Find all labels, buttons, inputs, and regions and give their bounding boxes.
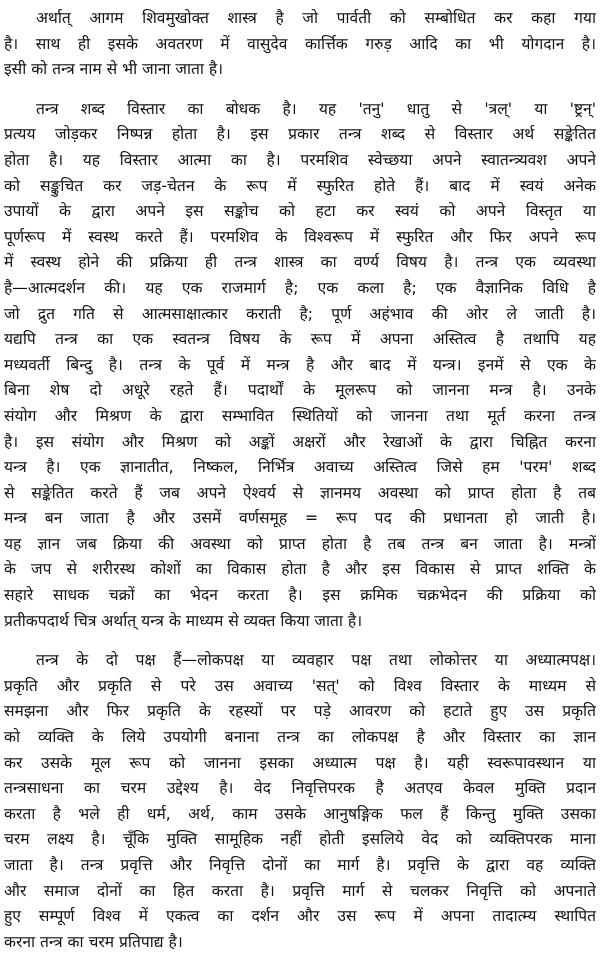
text-line: प्रत्यय जोड़कर निष्पन्न होता है। इस प्रकार तन्त्र शब्द से विस्तार अर्थ सङ्केतित: [4, 125, 596, 144]
text-line: यद्यपि तन्त्र का एक स्वतन्त्र विषय के रूप में अपना अस्तित्व है तथापि यह: [4, 330, 596, 349]
text-line: जाता है। तन्त्र प्रवृत्ति और निवृत्ति दोनों का मार्ग है। प्रवृत्ति के द्वारा वह व्यक्ति: [4, 856, 596, 874]
text-line: प्रतीकपदार्थ चित्र अर्थात् यन्त्र के माध्यम से व्यक्त किया जाता है।: [4, 611, 363, 630]
text-line: होता है। यह विस्तार आत्मा का है। परमशिव स्वेच्छया अपने स्वातन्त्र्यवश अपने: [4, 150, 596, 169]
text-line: को सङ्कुचित कर जड़-चेतन के रूप में स्फुरित होते हैं। बाद में स्वयं अनेक: [4, 176, 596, 195]
text-line: और समाज दोनों का हित करता है। प्रवृत्ति मार्ग से चलकर निवृत्ति को अपनाते: [4, 881, 596, 900]
text-line: सहारे साधक चक्रों का भेदन करता है। इस क्रमिक चक्रभेदन की प्रक्रिया को: [4, 586, 596, 605]
text-line: तन्त्र शब्द विस्तार का बोधक है। यह 'तनु' धातु से 'त्रल्' या 'ष्ट्रन्': [36, 99, 596, 118]
text-line: करना तन्त्र का चरम प्रतिपाद्य है।: [4, 932, 183, 951]
text-line: उपायों के द्वारा अपने इस सङ्कोच को हटा कर स्वयं को अपने विस्तृत या: [4, 202, 596, 221]
text-line: पूर्णरूप में स्वस्थ करते हैं। परमशिव के विश्वरूप में स्फुरित और फिर अपने रूप: [4, 227, 596, 246]
paragraph-1: [4, 6, 596, 83]
text-line: को व्यक्ति के लिये उपयोगी बनाना तन्त्र का लोकपक्ष है और विस्तार का ज्ञान: [4, 728, 596, 747]
paragraph-2: [4, 97, 596, 634]
text-line: के जप से शरीरस्थ कोशों का विकास होता है और इस विकास से प्राप्त शक्ति के: [4, 560, 596, 579]
text-line: है। साथ ही इसके अवतरण में वासुदेव कार्त्तिक गरुड़ आदि का भी योगदान है।: [4, 34, 596, 53]
text-line: बिना शेष दो अधूरे रहते हैं। पदार्थों के मूलरूप को जानना मन्त्र है। उनके: [4, 381, 596, 400]
text-line: संयोग और मिश्रण के द्वारा सम्भावित स्थितियों को जानना तथा मूर्त करना तन्त्र: [4, 406, 596, 425]
text-line: चरम लक्ष्य है। चूँकि मुक्ति सामूहिक नहीं होती इसलिये वेद को व्यक्तिपरक माना: [4, 830, 596, 849]
text-line: इसी को तन्त्र नाम से भी जाना जाता है।: [4, 60, 224, 79]
text-line: यन्त्र है। एक ज्ञानातीत, निष्कल, निर्भित्र अवाच्य अस्तित्व जिसे हम 'परम' शब्द: [4, 458, 596, 477]
text-line: अर्थात् आगम शिवमुखोक्त शास्त्र है जो पार्वती को सम्बोधित कर कहा गया: [36, 9, 596, 27]
text-line: में स्वस्थ होने की प्रक्रिया ही तन्त्र शास्त्र का वर्ण्य विषय है। तन्त्र एक व्यवस्था: [4, 253, 596, 272]
text-line: मध्यवर्ती बिन्दु है। तन्त्र के पूर्व में मन्त्र है और बाद में यन्त्र। इनमें से एक के: [4, 355, 596, 374]
paragraph-3: [4, 648, 596, 955]
text-line: जो द्रुत गति से आत्मसाक्षात्कार कराती है; पूर्ण अहंभाव की ओर ले जाती है।: [4, 304, 596, 323]
text-line: हुए सम्पूर्ण विश्व में एकत्व का दर्शन और उस रूप में अपना तादात्म्य स्थापित: [4, 907, 596, 926]
text-line: करता है भले ही धर्म, अर्थ, काम उसके आनुषङ्गिक फल हैं किन्तु मुक्ति उसका: [4, 804, 596, 823]
text-line: तन्त्रसाधना का चरम उद्देश्य है। वेद निवृत्तिपरक है अतएव केवल मुक्ति प्रदान: [4, 779, 596, 798]
text-line: समझना और फिर प्रकृति के रहस्यों पर पड़े आवरण को हटाते हुए उस प्रकृति: [4, 702, 596, 721]
text-line: है। इस संयोग और मिश्रण को अङ्कों अक्षरों और रेखाओं के द्वारा चिह्नित करना: [4, 432, 596, 451]
text-line: यह ज्ञान जब क्रिया की अवस्था को प्राप्त होता है तब तन्त्र बन जाता है। मन्त्रों: [4, 534, 596, 553]
text-line: तन्त्र के दो पक्ष हैं—लोकपक्ष या व्यवहार पक्ष तथा लोकोत्तर या अध्यात्मपक्ष।: [36, 651, 596, 670]
text-line: है—आत्मदर्शन की। यह एक राजमार्ग है; एक कला है; एक वैज्ञानिक विधि है: [4, 278, 596, 297]
text-line: कर उसके मूल रूप को जानना इसका अध्यात्म पक्ष है। यही स्वरूपावस्थान या: [4, 753, 596, 772]
text-line: मन्त्र बन जाता है और उसमें वर्णसमूह = रूप पद की प्रधानता हो जाती है।: [4, 509, 596, 528]
text-line: प्रकृति और प्रकृति से परे उस अवाच्य 'सत्' को विश्व विस्तार के माध्यम से: [4, 676, 596, 695]
text-line: से सङ्केतित करते हैं जब अपने ऐश्वर्य से ज्ञानमय अवस्था को प्राप्त होता है तब: [4, 483, 596, 502]
